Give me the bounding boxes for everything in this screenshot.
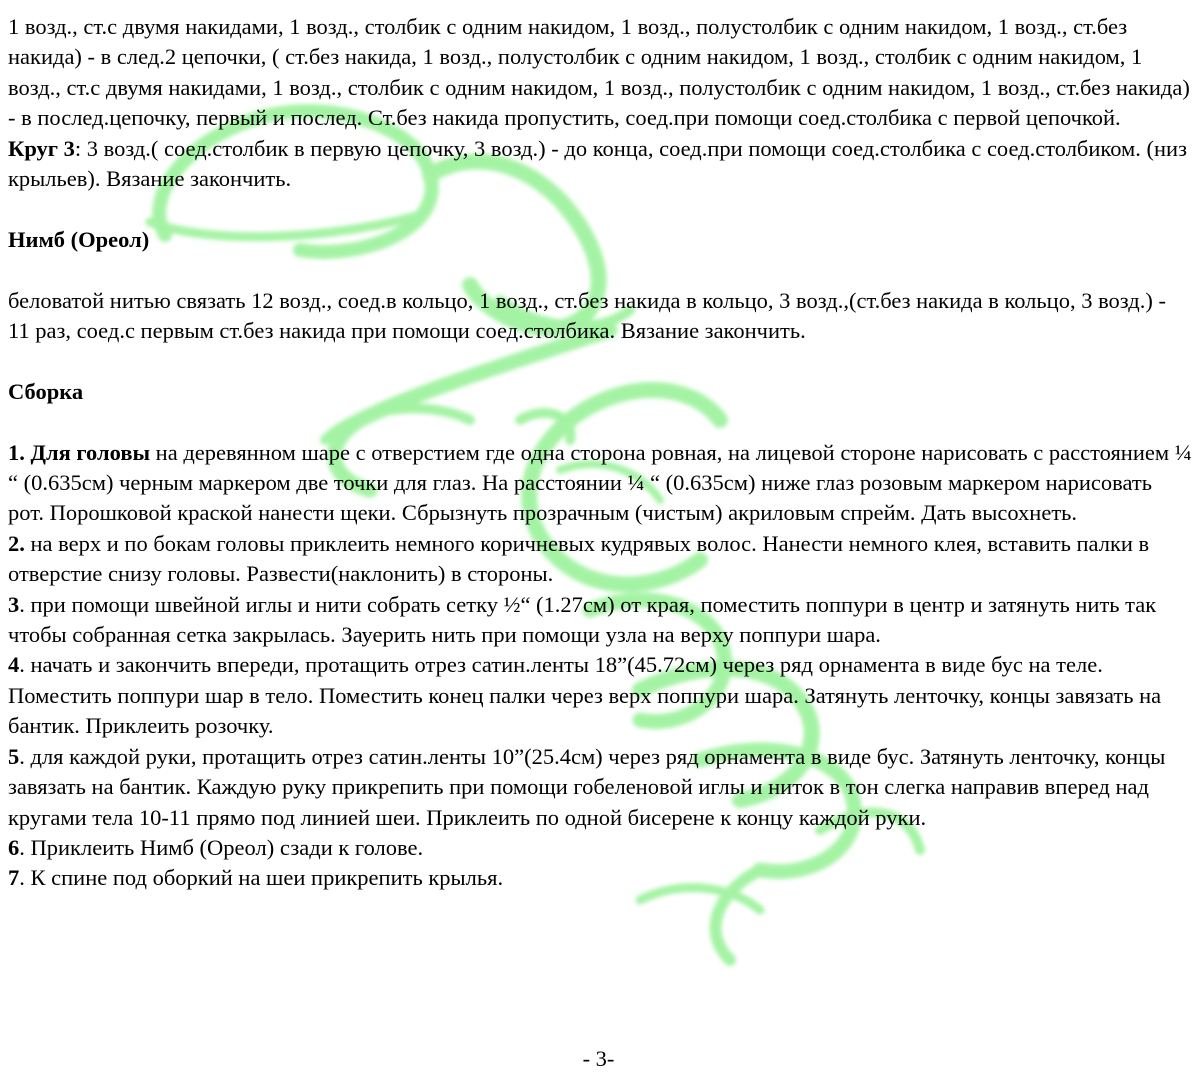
assembly-heading: Сборка xyxy=(8,378,84,404)
assembly-step-7 xyxy=(8,863,1192,893)
document-body xyxy=(8,12,1192,894)
assembly-step-3 xyxy=(8,590,1192,651)
round3-text: : 3 возд.( соед.столбик в первую цепочку, 3 возд.) - до конца, соед.при помощи соед.столбика с соед.столбиком. (низ крыльев). Вязание закончить. xyxy=(8,135,1187,192)
round3-label: Круг 3 xyxy=(8,135,75,161)
assembly-step-4 xyxy=(8,650,1192,741)
step-number: 3 xyxy=(8,591,20,617)
halo-heading: Нимб (Ореол) xyxy=(8,226,150,252)
step-text: . при помощи швейной иглы и нити собрать сетку ½“ (1.27см) от края, поместить поппури в центр и затянуть нить так чтобы собранная сетка закрылась. Зауерить нить при помощи узла на верху поппури шара. xyxy=(8,591,1157,648)
step-text: . для каждой руки, протащить отрез сатин.ленты 10”(25.4см) через ряд орнамента в виде бус. Затянуть ленточку, концы завязать на бантик. Каждую руку прикрепить при помощи гобеленовой иглы и ниток в тон слегка направив вперед над кругами тела 10-11 прямо под линией шеи. Приклеить по одной бисерене к концу каждой руки. xyxy=(8,743,1166,830)
step-text: на верх и по бокам головы приклеить немного коричневых кудрявых волос. Нанести немного клея, вставить палки в отверстие снизу головы. Развести(наклонить) в стороны. xyxy=(8,530,1150,587)
step-number: 2. xyxy=(8,530,25,556)
step-text: . К спине под оборкий на шеи прикрепить крылья. xyxy=(19,865,504,891)
assembly-step-1 xyxy=(8,438,1192,529)
step-number: 5 xyxy=(8,743,20,769)
assembly-step-6 xyxy=(8,833,1192,863)
step-number: 7 xyxy=(8,865,20,891)
wings-paragraph: 1 возд., ст.с двумя накидами, 1 возд., столбик с одним накидом, 1 возд., полустолбик с одним накидом, 1 возд., ст.без накида) - в след.2 цепочки, ( ст.без накида, 1 возд., полустолбик с одним накидом, 1 возд., столбик с одним накидом, 1 возд., ст.с двумя накидами, 1 возд., столбик с одним накидом, 1 возд., полустолбик с одним накидом, 1 возд., ст.без накида) - в послед.цепочку, первый и послед. Ст.без накида пропустить, соед.при помощи соед.столбика с первой цепочкой. xyxy=(8,14,1190,131)
halo-paragraph: беловатой нитью связать 12 возд., соед.в кольцо, 1 возд., ст.без накида в кольцо, 3 возд.,(ст.без накида в кольцо, 3 возд.) - 11 раз, соед.с первым ст.без накида при помощи соед.столбика. Вязание закончить. xyxy=(8,287,1166,344)
page-number: - 3- xyxy=(582,1046,615,1071)
step-text: на деревянном шаре с отверстием где одна сторона ровная, на лицевой стороне нарисовать с расстоянием ¼ “ (0.635см) черным маркером две точки для глаз. На расстоянии ¼ “ (0.635см) ниже глаз розовым маркером нарисовать рот. Порошковой краской нанести щеки. Сбрызнуть прозрачным (чистым) акриловым спрейм. Дать высохнеть. xyxy=(8,439,1192,526)
round3-paragraph xyxy=(8,134,1192,195)
assembly-step-2 xyxy=(8,529,1192,590)
step-text: . начать и закончить впереди, протащить отрез сатин.ленты 18”(45.72см) через ряд орнамента в виде бус на теле. Поместить поппури шар в тело. Поместить конец палки через верх поппури шара. Затянуть ленточку, концы завязать на бантик. Приклеить розочку. xyxy=(8,652,1162,739)
step-number: 1. Для головы xyxy=(8,439,151,465)
step-number: 4 xyxy=(8,652,20,678)
step-number: 6 xyxy=(8,834,20,860)
step-text: . Приклеить Нимб (Ореол) сзади к голове. xyxy=(19,834,424,860)
assembly-step-5 xyxy=(8,742,1192,833)
